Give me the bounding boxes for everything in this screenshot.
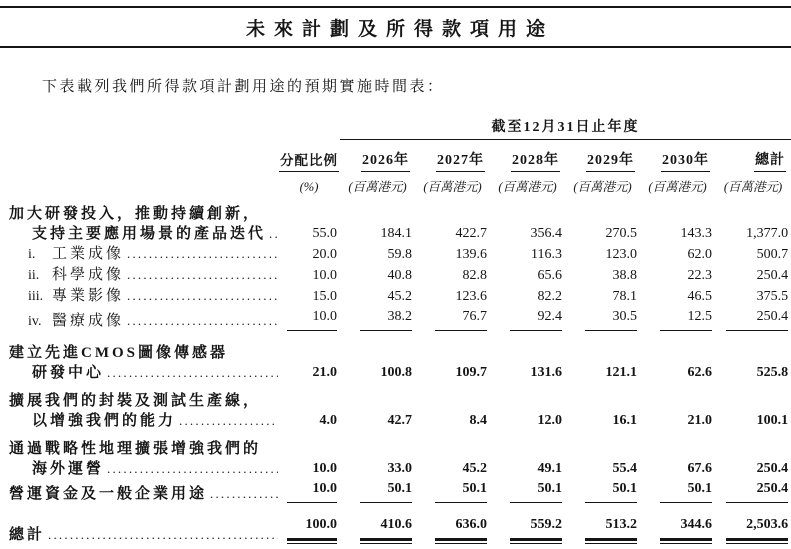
value-text: 92.4: [537, 309, 562, 324]
value-cell: [490, 411, 565, 431]
value-text: 500.7: [756, 247, 789, 262]
value-cell: [715, 244, 791, 265]
label-cell: [0, 307, 278, 335]
value-text: 38.8: [612, 268, 637, 283]
total-rule-thin: [660, 543, 712, 544]
value-text: 1,377.0: [746, 226, 789, 241]
column-header-: [715, 140, 791, 173]
value-text: 250.4: [756, 461, 789, 476]
allocation-value-cell: [278, 265, 340, 286]
allocation-value-cell: [278, 307, 340, 335]
span-header-row: [0, 116, 791, 140]
row-label-text: 工業成像: [52, 246, 125, 262]
row-label-text: 建立先進CMOS圖像傳感器: [9, 345, 229, 361]
value-cell: [565, 265, 640, 286]
label-cell: [0, 459, 278, 479]
value-text: 4.0: [319, 413, 337, 428]
value-text: 8.4: [469, 413, 487, 428]
value-cell: [415, 459, 490, 479]
value-text: 123.0: [605, 247, 637, 262]
value-text: 46.5: [687, 289, 712, 304]
value-cell: [640, 244, 715, 265]
unit-label: (百萬港元): [723, 180, 783, 194]
value-cell: [340, 244, 415, 265]
allocation-value-cell: [278, 507, 340, 548]
total-double-rule: [585, 538, 637, 544]
value-cell: [715, 224, 791, 244]
label-cell: [0, 244, 278, 265]
row-label-first-line: [0, 335, 791, 363]
total-double-rule: [510, 538, 562, 544]
label-cell: [0, 363, 278, 383]
allocation-value-cell: [278, 286, 340, 307]
value-cell: [640, 363, 715, 383]
unit-label: (百萬港元): [348, 180, 407, 194]
value-text: 100.1: [756, 413, 789, 428]
label-cell: [0, 335, 791, 363]
value-text: 50.1: [612, 481, 637, 496]
label-cell: [0, 431, 791, 459]
dot-leader: [207, 484, 278, 504]
row-label-first-line: [0, 383, 791, 411]
table-row: [0, 459, 791, 479]
value-text: 123.6: [455, 289, 487, 304]
total-rule-thin: [726, 543, 788, 544]
value-cell: [640, 265, 715, 286]
value-text: 2,503.6: [746, 517, 789, 532]
total-rule-thick: [435, 538, 487, 541]
column-underline: [726, 330, 788, 331]
value-cell: [340, 459, 415, 479]
page-title: 未來計劃及所得款項用途: [245, 19, 554, 40]
value-cell: [565, 363, 640, 383]
value-text: 38.2: [387, 309, 412, 324]
column-underline: [660, 330, 712, 331]
column-underline: [510, 330, 562, 331]
value-text: 50.1: [462, 481, 487, 496]
dot-leader: [266, 224, 278, 244]
total-double-rule: [287, 538, 337, 544]
column-underline: [585, 502, 637, 503]
value-text: 21.0: [312, 365, 337, 380]
value-cell: [340, 507, 415, 548]
table-body: [0, 204, 791, 548]
column-underline: [510, 502, 562, 503]
row-marker: iv.: [28, 314, 42, 329]
value-text: 62.6: [687, 365, 712, 380]
row-label-text: 研發中心: [32, 365, 105, 381]
label-cell: [0, 286, 278, 307]
value-cell: [640, 479, 715, 507]
value-text: 10.0: [312, 309, 337, 324]
column-header-row: [0, 140, 791, 173]
column-underline: [287, 330, 337, 331]
total-rule-thick: [660, 538, 712, 541]
value-cell: [340, 479, 415, 507]
total-rule-thin: [360, 543, 412, 544]
allocation-value-cell: [278, 224, 340, 244]
row-label-first-line: [0, 431, 791, 459]
value-text: 16.1: [612, 413, 637, 428]
column-header-2027: [415, 140, 490, 173]
value-text: 82.2: [537, 289, 562, 304]
column-header-label: 2027年: [436, 149, 485, 172]
total-rule-thin: [510, 543, 562, 544]
value-cell: [490, 459, 565, 479]
value-text: 250.4: [756, 268, 789, 283]
value-text: 15.0: [312, 289, 337, 304]
column-header-label: 2029年: [586, 149, 635, 172]
unit-row: [0, 172, 791, 204]
total-rule-thin: [287, 543, 337, 544]
table-row: [0, 411, 791, 431]
value-text: 82.8: [462, 268, 487, 283]
column-header-label: 2030年: [661, 149, 710, 172]
value-text: 559.2: [530, 517, 562, 532]
allocation-value-cell: [278, 363, 340, 383]
table-row: [0, 307, 791, 335]
row-label-text: 總計: [9, 527, 46, 543]
dot-leader: [45, 525, 278, 545]
value-text: 30.5: [612, 309, 637, 324]
value-cell: [490, 265, 565, 286]
value-text: 121.1: [605, 365, 637, 380]
total-double-rule: [660, 538, 712, 544]
value-text: 344.6: [680, 517, 712, 532]
value-cell: [415, 479, 490, 507]
value-cell: [715, 265, 791, 286]
total-rule-thick: [287, 538, 337, 541]
value-cell: [490, 363, 565, 383]
column-header-spacer: [0, 140, 278, 173]
value-cell: [415, 224, 490, 244]
row-label-text: 科學成像: [52, 267, 125, 283]
label-cell: [0, 265, 278, 286]
value-cell: [640, 507, 715, 548]
label-cell: [0, 507, 278, 548]
value-cell: [340, 363, 415, 383]
value-text: 59.8: [387, 247, 412, 262]
value-cell: [715, 459, 791, 479]
total-rule-thick: [360, 538, 412, 541]
span-header: [340, 116, 791, 140]
value-text: 422.7: [455, 226, 487, 241]
document-page: [0, 6, 791, 548]
value-text: 22.3: [687, 268, 712, 283]
value-cell: [490, 479, 565, 507]
value-cell: [565, 224, 640, 244]
total-double-rule: [726, 538, 788, 544]
value-text: 636.0: [455, 517, 487, 532]
unit-label: (百萬港元): [573, 180, 632, 194]
dot-leader: [124, 311, 278, 331]
total-double-rule: [435, 538, 487, 544]
unit-label: (百萬港元): [648, 180, 707, 194]
value-text: 250.4: [756, 481, 789, 496]
value-text: 50.1: [687, 481, 712, 496]
value-text: 49.1: [537, 461, 562, 476]
row-label-text: 擴展我們的封裝及測試生產線，: [9, 393, 262, 409]
value-cell: [415, 286, 490, 307]
intro-text: 下表載列我們所得款項計劃用途的預期實施時間表：: [42, 79, 445, 95]
column-underline: [435, 330, 487, 331]
value-text: 33.0: [387, 461, 412, 476]
proceeds-table: [0, 116, 791, 548]
span-header-label: 截至12月31日止年度: [491, 120, 640, 135]
value-text: 131.6: [530, 365, 562, 380]
value-cell: [565, 411, 640, 431]
dot-leader: [124, 286, 278, 306]
value-cell: [715, 479, 791, 507]
value-cell: [490, 307, 565, 335]
value-cell: [490, 244, 565, 265]
value-cell: [415, 363, 490, 383]
value-text: 55.0: [312, 226, 337, 241]
value-text: 410.6: [380, 517, 412, 532]
column-header-2028: [490, 140, 565, 173]
value-text: 139.6: [455, 247, 487, 262]
table-row: [0, 224, 791, 244]
table-row: [0, 286, 791, 307]
value-cell: [640, 286, 715, 307]
unit-label: (百萬港元): [423, 180, 482, 194]
value-text: 116.3: [531, 247, 562, 262]
value-text: 10.0: [312, 481, 337, 496]
value-cell: [640, 224, 715, 244]
column-underline: [287, 502, 337, 503]
value-text: 356.4: [530, 226, 562, 241]
value-text: 62.0: [687, 247, 712, 262]
value-text: 20.0: [312, 247, 337, 262]
value-text: 525.8: [756, 365, 789, 380]
column-header-label: 總計: [754, 149, 786, 172]
value-cell: [340, 224, 415, 244]
column-underline: [360, 502, 412, 503]
label-cell: [0, 411, 278, 431]
unit-label: (%): [299, 180, 319, 194]
table-row: [0, 265, 791, 286]
value-cell: [415, 265, 490, 286]
title-bottom-rule: [0, 46, 791, 48]
value-cell: [340, 265, 415, 286]
value-text: 12.5: [687, 309, 712, 324]
column-header-2029: [565, 140, 640, 173]
row-label-text: 以增強我們的能力: [32, 413, 177, 429]
row-label-text: 海外運營: [32, 461, 105, 477]
value-text: 250.4: [756, 309, 789, 324]
row-label-first-line: [0, 204, 791, 224]
unit-label: (百萬港元): [498, 180, 557, 194]
value-text: 78.1: [612, 289, 637, 304]
allocation-value-cell: [278, 411, 340, 431]
value-cell: [490, 286, 565, 307]
value-text: 65.6: [537, 268, 562, 283]
value-text: 45.2: [387, 289, 412, 304]
value-cell: [415, 411, 490, 431]
value-text: 375.5: [756, 289, 789, 304]
allocation-value-cell: [278, 459, 340, 479]
value-cell: [340, 307, 415, 335]
row-marker: i.: [28, 247, 36, 262]
column-underline: [435, 502, 487, 503]
column-underline: [726, 502, 788, 503]
value-cell: [415, 244, 490, 265]
row-label-text: 通過戰略性地理擴張增強我們的: [9, 441, 262, 457]
value-text: 184.1: [380, 226, 412, 241]
allocation-value-cell: [278, 244, 340, 265]
value-cell: [715, 307, 791, 335]
value-text: 45.2: [462, 461, 487, 476]
row-label-text: 營運資金及一般企業用途: [9, 486, 208, 502]
label-cell: [0, 204, 791, 224]
row-label-text: 加大研發投入，推動持續創新，: [9, 206, 262, 222]
table-row: [0, 507, 791, 548]
value-text: 67.6: [687, 461, 712, 476]
value-cell: [565, 244, 640, 265]
dot-leader: [176, 411, 278, 431]
span-header-spacer: [0, 116, 340, 140]
value-cell: [715, 286, 791, 307]
value-text: 10.0: [312, 461, 337, 476]
column-header-2026: [340, 140, 415, 173]
value-text: 42.7: [387, 413, 412, 428]
table-row: [0, 363, 791, 383]
value-text: 100.8: [380, 365, 412, 380]
label-cell: [0, 224, 278, 244]
column-header-label: 分配比例: [279, 149, 339, 172]
dot-leader: [124, 265, 278, 285]
value-text: 21.0: [687, 413, 712, 428]
value-cell: [715, 363, 791, 383]
value-cell: [565, 286, 640, 307]
value-cell: [715, 507, 791, 548]
column-header-label: 2026年: [361, 149, 410, 172]
table-row: [0, 479, 791, 507]
row-marker: iii.: [28, 289, 44, 304]
value-cell: [565, 459, 640, 479]
value-text: 143.3: [680, 226, 712, 241]
column-underline: [585, 330, 637, 331]
value-cell: [340, 411, 415, 431]
dot-leader: [104, 459, 278, 479]
allocation-value-cell: [278, 479, 340, 507]
row-label-text: 支持主要應用場景的產品迭代: [32, 226, 267, 242]
table-row: [0, 244, 791, 265]
value-cell: [565, 307, 640, 335]
value-cell: [415, 507, 490, 548]
value-cell: [715, 411, 791, 431]
column-underline: [660, 502, 712, 503]
column-header-allocation: [278, 140, 340, 173]
label-cell: [0, 479, 278, 507]
value-cell: [340, 286, 415, 307]
dot-leader: [124, 244, 278, 264]
value-text: 10.0: [312, 268, 337, 283]
value-cell: [490, 224, 565, 244]
value-cell: [415, 307, 490, 335]
total-rule-thick: [726, 538, 788, 541]
value-cell: [640, 307, 715, 335]
title-top-rule: [0, 6, 791, 8]
value-cell: [640, 411, 715, 431]
label-cell: [0, 383, 791, 411]
total-rule-thick: [585, 538, 637, 541]
value-cell: [565, 479, 640, 507]
value-text: 12.0: [537, 413, 562, 428]
unit-spacer: [0, 172, 278, 204]
value-text: 55.4: [612, 461, 637, 476]
value-text: 513.2: [605, 517, 637, 532]
column-header-label: 2028年: [511, 149, 560, 172]
value-text: 76.7: [462, 309, 487, 324]
dot-leader: [104, 363, 278, 383]
value-text: 100.0: [305, 517, 337, 532]
value-text: 40.8: [387, 268, 412, 283]
row-label-text: 醫療成像: [52, 313, 125, 329]
total-rule-thin: [585, 543, 637, 544]
value-cell: [565, 507, 640, 548]
total-double-rule: [360, 538, 412, 544]
value-text: 270.5: [605, 226, 637, 241]
column-header-2030: [640, 140, 715, 173]
value-cell: [490, 507, 565, 548]
row-marker: ii.: [28, 268, 40, 283]
column-underline: [360, 330, 412, 331]
total-rule-thin: [435, 543, 487, 544]
value-text: 50.1: [537, 481, 562, 496]
value-text: 50.1: [387, 481, 412, 496]
row-label-text: 專業影像: [52, 288, 125, 304]
total-rule-thick: [510, 538, 562, 541]
value-cell: [640, 459, 715, 479]
value-text: 109.7: [455, 365, 487, 380]
